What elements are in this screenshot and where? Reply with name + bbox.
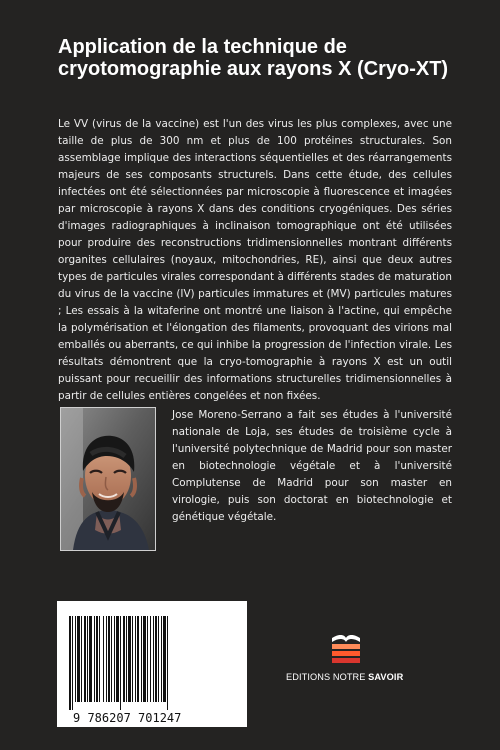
barcode-bar: [77, 616, 80, 702]
publisher-name-prefix: EDITIONS NOTRE: [286, 672, 369, 682]
barcode-bar: [147, 616, 148, 702]
publisher-logo: [325, 626, 367, 668]
barcode-bar: [158, 616, 159, 702]
barcode-bar: [114, 616, 115, 702]
barcode-bar: [89, 616, 92, 702]
publisher-name-emphasis: SAVOIR: [368, 672, 404, 682]
logo-stripe-3: [332, 658, 360, 663]
book-title: Application de la technique de cryotomographie aux rayons X (Cryo-XT): [58, 36, 449, 80]
barcode-bar: [81, 616, 82, 702]
barcode-bar: [116, 616, 119, 702]
barcode-bar: [150, 616, 151, 702]
barcode-bar: [128, 616, 131, 702]
barcode-bar: [135, 616, 136, 702]
barcode-bar: [106, 616, 107, 702]
barcode-bar: [126, 616, 127, 702]
barcode-bar: [141, 616, 142, 702]
barcode-bar: [75, 616, 76, 702]
barcode-bar: [108, 616, 110, 702]
barcode-bar: [120, 616, 121, 710]
barcode-bar: [123, 616, 125, 702]
barcode-bar: [96, 616, 98, 702]
barcode-bar: [161, 616, 162, 702]
barcode-bar: [87, 616, 88, 702]
barcode-bar: [137, 616, 139, 702]
barcode-bar: [103, 616, 104, 702]
barcode-bar: [69, 616, 71, 710]
barcode-bar: [155, 616, 157, 702]
author-biography: Jose Moreno-Serrano a fait ses études à l'université nationale de Loja, ses études de troisième cycle à l'université polytechnique de Madrid pour son master en biotechnologie végétale et à l'université Complutense de Madrid pour son master en virologie, puis son doctorat en biotechnologie et génétique végétale.: [172, 409, 452, 523]
barcode-bar: [153, 616, 154, 702]
publisher-name: [286, 672, 408, 682]
barcode-bar: [132, 616, 133, 702]
isbn-barcode: [57, 601, 247, 727]
isbn-text: 9 786207 701247: [73, 711, 182, 725]
logo-stripe-1: [332, 644, 360, 649]
logo-stripe-2: [332, 651, 360, 656]
barcode-bar: [84, 616, 86, 702]
barcode-bar: [143, 616, 146, 702]
barcode-bar: [94, 616, 95, 702]
author-photo: [60, 407, 156, 551]
barcode-bar: [72, 616, 73, 710]
barcode-bar: [111, 616, 112, 702]
barcode-bar: [99, 616, 100, 702]
book-summary: Le VV (virus de la vaccine) est l'un des virus les plus complexes, avec une taille de plus de 300 nm et plus de 100 protéines structurales. Son assemblage implique des interactions séquentielles et des réarrangements majeurs de ses composants structurels. Dans cette étude, des cellules infectées ont été sélectionnées par microscopie à fluorescence et imagées par microscopie à rayons X dans des conditions cryogéniques. Des séries d'images radiographiques à inclinaison tomographique ont été utilisées pour produire des reconstructions tridimensionnelles montrant différents organites cellulaires (noyaux, mitochondries, RE), ainsi que deux autres types de particules virales correspondant à différents stades de maturation du virus de la vaccine (IV) particules immatures et (MV) particules matures ; Les essais à la witaferine ont montré une liaison à l'actine, qui empêche la polymérisation et l'élongation des filaments, provoquant des virions mal emballés ou aberrants, ce qui inhibe la progression de l'infection virale. Les résultats démontrent que la cryo-tomographie à rayons X est un outil puissant pour recueillir des informations structurelles tridimensionnelles à partir de cellules entières congelées et non fixées.: [58, 118, 452, 402]
logo-book-page-top: [332, 635, 360, 642]
barcode-bar: [167, 616, 168, 710]
barcode-bar: [163, 616, 166, 702]
